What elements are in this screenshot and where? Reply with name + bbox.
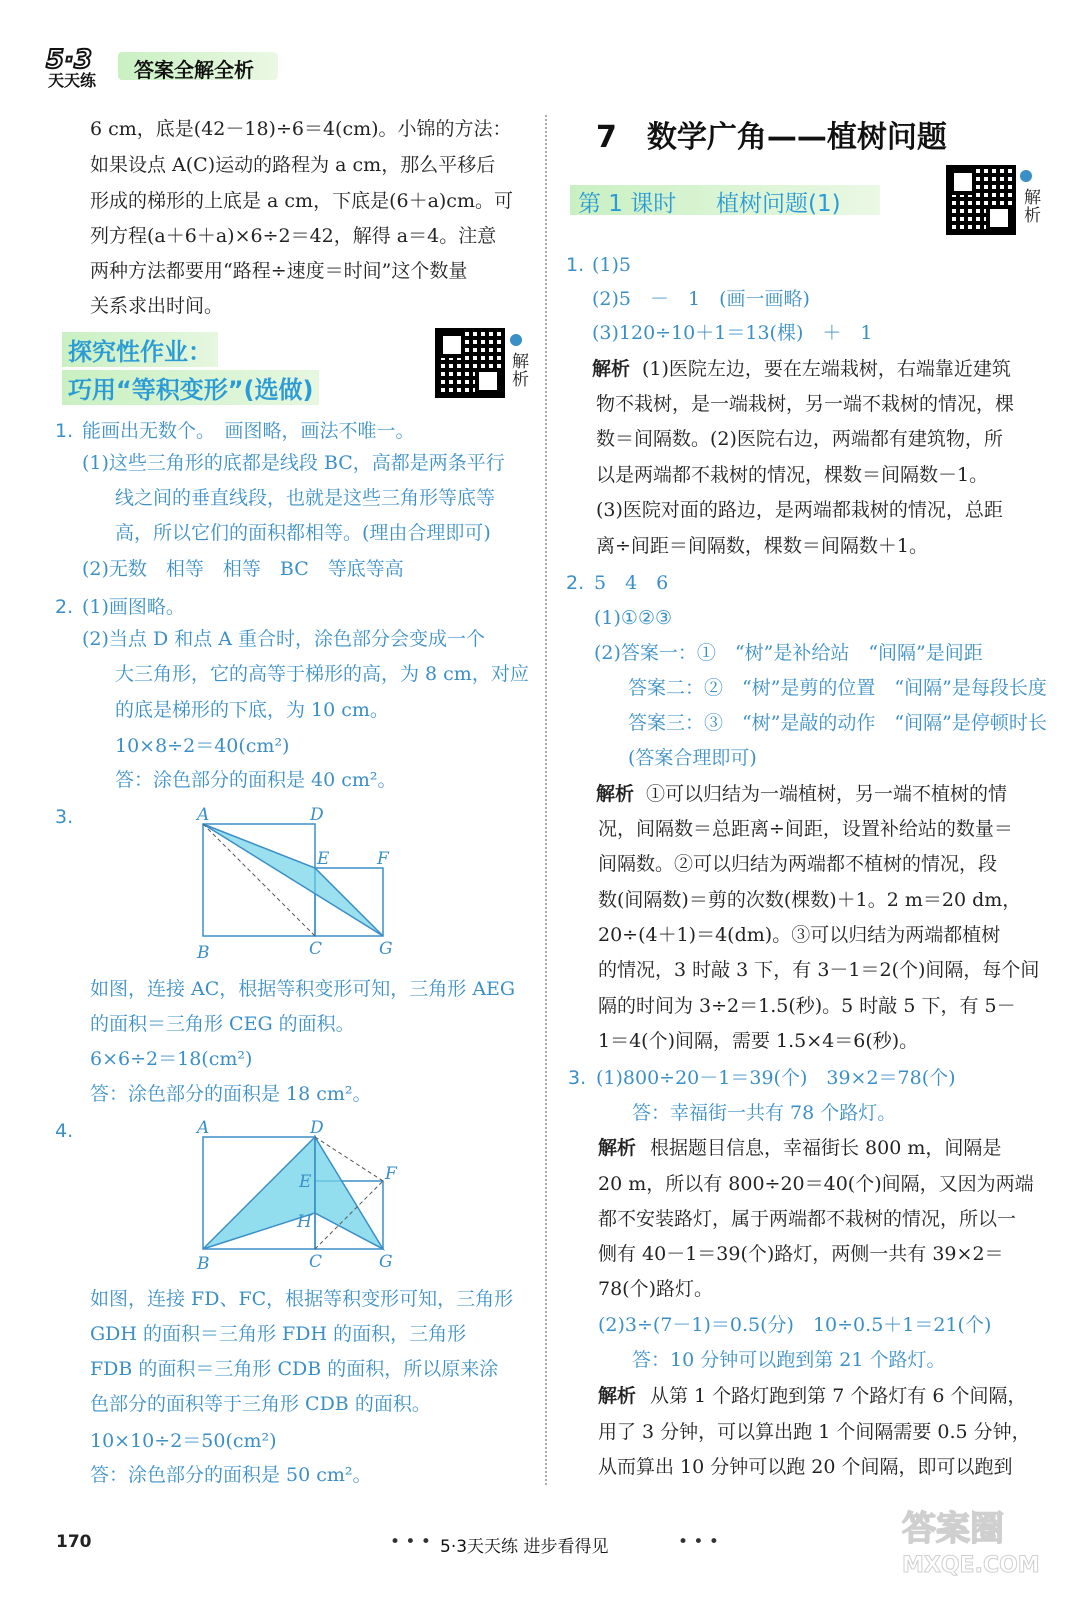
answer-line: 能画出无数个。 画图略，画法不唯一。 — [82, 420, 415, 442]
svg-text:天天练: 天天练 — [48, 71, 97, 90]
analysis-label: 解析 — [598, 1137, 637, 1159]
logo-icon — [42, 42, 114, 90]
point-label: H — [297, 1212, 312, 1232]
question-number: 2. — [566, 572, 585, 594]
geometry-figure-q3 — [185, 800, 405, 965]
point-label: A — [197, 1118, 210, 1138]
analysis-line: 物不栽树，是一端栽树，另一端不栽树的情况，棵 — [596, 393, 1015, 415]
answer-line: (2)答案一：① “树”是补给站 “间隔”是间距 — [594, 642, 983, 664]
lesson-number: 第 1 课时 — [578, 191, 677, 217]
section-subtitle: 巧用“等积变形”(选做) — [62, 370, 319, 405]
answer-line: GDH 的面积＝三角形 FDH 的面积，三角形 — [90, 1323, 467, 1345]
answer-line: 10×8÷2＝40(cm²) — [115, 735, 290, 757]
point-label: C — [309, 1252, 323, 1272]
answer-line: 答案二：② “树”是剪的位置 “间隔”是每段长度 — [628, 677, 1047, 699]
answer-line: 大三角形，它的高等于梯形的高，为 8 cm，对应 — [115, 663, 529, 685]
point-label: A — [197, 805, 210, 825]
analysis-line: (3)医院对面的路边，是两端都栽树的情况，总距 — [596, 499, 1003, 521]
text-line: 如果设点 A(C)运动的路程为 a cm，那么平移后 — [90, 154, 496, 176]
answer-line: 答：10 分钟可以跑到第 21 个路灯。 — [632, 1349, 946, 1371]
question-number: 3. — [568, 1067, 587, 1089]
analysis-label: 解析 — [598, 1385, 637, 1407]
answer-line: 答：涂色部分的面积是 18 cm²。 — [90, 1083, 372, 1105]
analysis-line: 侧有 40－1＝39(个)路灯，两侧一共有 39×2＝ — [598, 1243, 1004, 1265]
header-banner — [118, 52, 278, 80]
text-line: 6 cm，底是(42－18)÷6＝4(cm)。小锦的方法： — [90, 118, 512, 140]
point-label: F — [385, 1164, 397, 1184]
text-line: 关系求出时间。 — [90, 295, 224, 317]
analysis-line: 以是两端都不栽树的情况，棵数＝间隔数－1。 — [596, 464, 989, 486]
chapter-title: 7 数学广角——植树问题 — [596, 120, 947, 155]
point-label: E — [317, 849, 330, 869]
analysis-line: 的情况，3 时敲 3 下，有 3－1＝2(个)间隔，每个间 — [598, 959, 1040, 981]
analysis-line: (1)医院左边，要在左端栽树，右端靠近建筑 — [642, 358, 1011, 380]
answer-line: (1)这些三角形的底都是线段 BC，高都是两条平行 — [82, 452, 505, 474]
analysis-line: 用了 3 分钟，可以算出跑 1 个间隔需要 0.5 分钟， — [598, 1421, 1031, 1443]
geometry-figure-q4 — [185, 1115, 415, 1275]
svg-text:答案圈: 答案圈 — [902, 1509, 1004, 1549]
analysis-line: 都不安装路灯，属于两端都不栽树的情况，所以一 — [598, 1208, 1017, 1230]
svg-text:MXQE.COM: MXQE.COM — [902, 1553, 1040, 1578]
question-number: 3. — [55, 806, 74, 828]
point-label: D — [310, 1118, 324, 1138]
analysis-line: 离÷间距＝间隔数，棵数＝间隔数＋1。 — [596, 535, 929, 557]
analysis-line: 隔的时间为 3÷2＝1.5(秒)。5 时敲 5 下，有 5－ — [598, 995, 1016, 1017]
analysis-line: 间隔数。②可以归结为两端都不植树的情况，段 — [598, 853, 998, 875]
point-label: F — [377, 849, 389, 869]
text-line: 两种方法都要用“路程÷速度＝时间”这个数量 — [90, 260, 468, 282]
analysis-line: 20÷(4＋1)＝4(dm)。③可以归结为两端都植树 — [598, 924, 1001, 946]
qr-code-icon[interactable] — [946, 165, 1016, 235]
qr-code-icon[interactable] — [435, 328, 505, 398]
analysis-line: 数(间隔数)＝剪的次数(棵数)＋1。2 m＝20 dm， — [598, 889, 1022, 911]
footer-dots-right: • • • — [678, 1532, 719, 1552]
footer-slogan: 5·3天天练 进步看得见 — [440, 1537, 609, 1557]
point-label: B — [197, 943, 210, 963]
answer-line: 色部分的面积等于三角形 CDB 的面积。 — [90, 1393, 431, 1415]
answer-line: 如图，连接 FD、FC，根据等积变形可知，三角形 — [90, 1288, 514, 1310]
answer-line: 如图，连接 AC，根据等积变形可知，三角形 AEG — [90, 978, 516, 1000]
answer-line: 的底是梯形的下底，为 10 cm。 — [115, 699, 389, 721]
answer-line: 答：涂色部分的面积是 40 cm²。 — [115, 769, 397, 791]
point-label: G — [379, 939, 393, 959]
point-label: D — [310, 805, 324, 825]
answer-line: 答：涂色部分的面积是 50 cm²。 — [90, 1464, 372, 1486]
logo — [42, 42, 114, 90]
analysis-line: 数＝间隔数。(2)医院右边，两端都有建筑物，所 — [596, 428, 1003, 450]
answer-line: (2)当点 D 和点 A 重合时，涂色部分会变成一个 — [82, 628, 486, 650]
play-icon — [510, 334, 522, 346]
qr-label: 解析 — [508, 352, 528, 388]
point-label: B — [197, 1254, 210, 1274]
answer-line: 答：幸福街一共有 78 个路灯。 — [632, 1102, 897, 1124]
analysis-line: 78(个)路灯。 — [598, 1278, 714, 1300]
answer-line: 5 4 6 — [594, 572, 669, 594]
text-line: 列方程(a＋6＋a)×6÷2＝42，解得 a＝4。注意 — [90, 225, 497, 247]
analysis-line: 况，间隔数＝总距离÷间距，设置补给站的数量＝ — [598, 818, 1013, 840]
page-number: 170 — [56, 1532, 92, 1552]
answer-line: (2)5 － 1 (画一画略) — [592, 288, 810, 310]
answer-line: FDB 的面积＝三角形 CDB 的面积，所以原来涂 — [90, 1358, 499, 1380]
footer-dots-left: • • • — [390, 1532, 431, 1552]
answer-line: (2)3÷(7－1)＝0.5(分) 10÷0.5＋1＝21(个) — [598, 1314, 992, 1336]
analysis-line: 根据题目信息，幸福街长 800 m，间隔是 — [650, 1137, 1002, 1159]
analysis-line: 从而算出 10 分钟可以跑 20 个间隔，即可以跑到 — [598, 1456, 1013, 1478]
answer-line: (答案合理即可) — [628, 747, 757, 769]
analysis-line: 20 m，所以有 800÷20＝40(个)间隔，又因为两端 — [598, 1173, 1034, 1195]
answer-line: 6×6÷2＝18(cm²) — [90, 1048, 253, 1070]
lesson-banner — [570, 185, 880, 215]
question-number: 4. — [55, 1120, 74, 1142]
question-number: 1. — [566, 254, 585, 276]
answer-line: 答案三：③ “树”是敲的动作 “间隔”是停顿时长 — [628, 712, 1047, 734]
svg-text:5·3: 5·3 — [46, 45, 93, 75]
watermark-logo-icon — [896, 1500, 1066, 1580]
answer-line: 的面积＝三角形 CEG 的面积。 — [90, 1013, 355, 1035]
answer-line: (2)无数 相等 相等 BC 等底等高 — [82, 558, 404, 580]
answer-line: (3)120÷10＋1＝13(棵) ＋ 1 — [592, 322, 873, 344]
text-line: 形成的梯形的上底是 a cm，下底是(6＋a)cm。可 — [90, 190, 513, 212]
header-banner-text: 答案全解全析 — [134, 58, 254, 82]
column-divider — [545, 115, 547, 1485]
question-number: 1. — [55, 420, 74, 442]
answer-line: (1)画图略。 — [82, 596, 185, 618]
answer-line: (1)①②③ — [594, 607, 673, 629]
point-label: E — [299, 1172, 312, 1192]
analysis-label: 解析 — [596, 783, 635, 805]
play-icon — [1020, 170, 1032, 182]
point-label: G — [379, 1252, 393, 1272]
qr-label: 解析 — [1020, 188, 1040, 224]
analysis-label: 解析 — [592, 358, 631, 380]
answer-line: 线之间的垂直线段，也就是这些三角形等底等 — [115, 487, 496, 509]
answer-line: 10×10÷2＝50(cm²) — [90, 1430, 277, 1452]
question-number: 2. — [55, 596, 74, 618]
answer-line: 高，所以它们的面积都相等。(理由合理即可) — [115, 522, 491, 544]
watermark — [896, 1500, 1066, 1580]
lesson-title: 植树问题(1) — [716, 191, 841, 217]
section-title: 探究性作业： — [62, 332, 218, 367]
answer-line: (1)5 — [592, 254, 632, 276]
answer-line: (1)800÷20－1＝39(个) 39×2＝78(个) — [596, 1067, 956, 1089]
point-label: C — [309, 939, 323, 959]
analysis-line: 从第 1 个路灯跑到第 7 个路灯有 6 个间隔， — [650, 1385, 1027, 1407]
analysis-line: ①可以归结为一端植树，另一端不植树的情 — [646, 783, 1008, 805]
analysis-line: 1＝4(个)间隔，需要 1.5×4＝6(秒)。 — [598, 1030, 919, 1052]
